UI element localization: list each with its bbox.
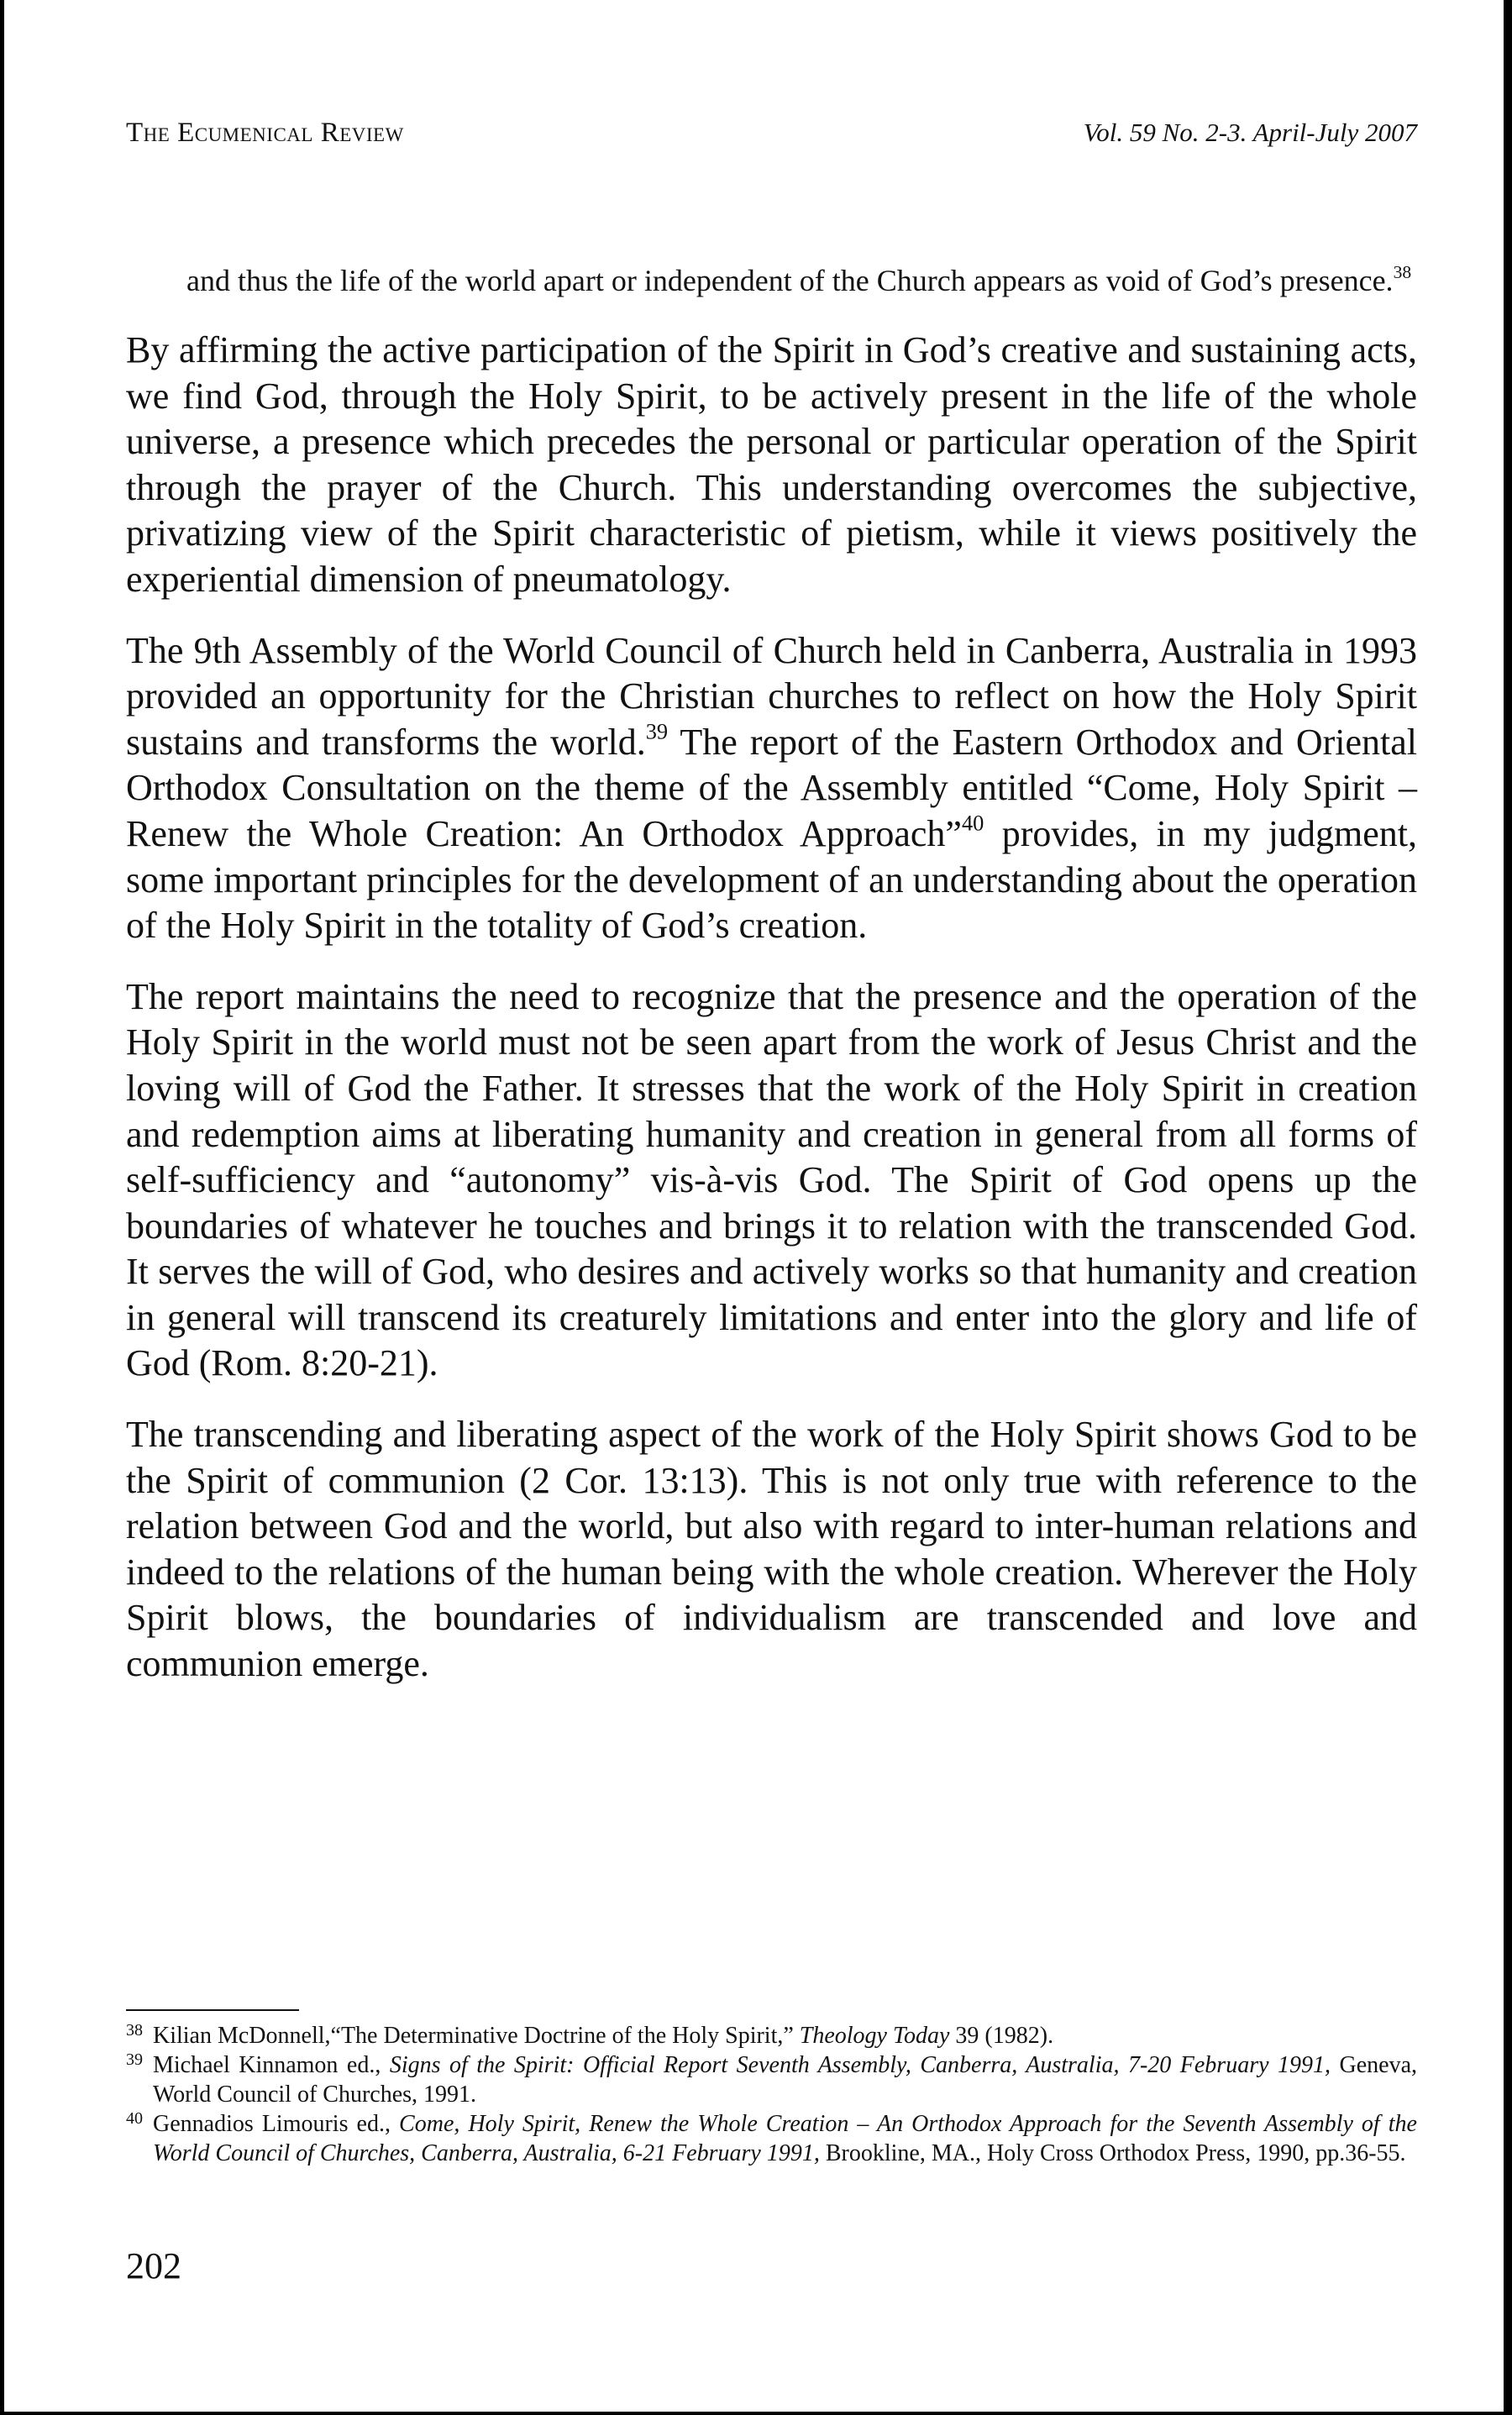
paragraph-text: provides, in my judgment, some important principles for the development of an understanding about the operation of the Holy Spirit in the totality of God’s creation. [126,812,1417,947]
footnote-text: Geneva, World Council of Churches, 1991. [153,2052,1417,2108]
paragraph-text: The report of the Eastern Orthodox and Oriental Orthodox Consultation on the theme of the Assembly entitled “Come, Holy Spirit – Renew the Whole Creation: An Orthodox Approach” [126,721,1417,854]
issue-info: Vol. 59 No. 2-3. April-July 2007 [1083,118,1417,147]
footnote-ref-39[interactable]: 39 [645,718,669,744]
footnote-divider [126,2009,299,2011]
footnote-italic-title: Come, Holy Spirit, Renew the Whole Creation – An Orthodox Approach for the Seventh Assembly of the World Council of Churches, Canberra, Australia, 6-21 February 1991, [153,2111,1417,2166]
footnote-text: Kilian McDonnell,“The Determinative Doctrine of the Holy Spirit,” [153,2023,800,2049]
paragraph-report-maintains [126,974,1417,1387]
paragraph-text: The transcending and liberating aspect of the work of the Holy Spirit shows God to be the Spirit of communion (2 Cor. 13:13). This is not only true with reference to the relation between God and the world, but also with regard to inter-human relations and indeed to the relations of the human being with the whole creation. Wherever the Holy Spirit blows, the boundaries of individualism are transcended and love and communion emerge. [126,1414,1417,1685]
running-head [126,118,1417,151]
article-body [126,259,1417,1688]
scan-border-right [1504,0,1512,2415]
paragraph-text: The report maintains the need to recognize that the presence and the operation of the Holy Spirit in the world must not be seen apart from the work of Jesus Christ and the loving will of God the Father. It stresses that the work of the Holy Spirit in creation and redemption aims at liberating humanity and creation in general from all forms of self-sufficiency and “autonomy” vis-à-vis God. The Spirit of God opens up the boundaries of whatever he touches and brings it to relation with the transcended God. It serves the will of God, who desires and actively works so that humanity and creation in general will transcend its creaturely limitations and enter into the glory and life of God (Rom. 8:20-21). [126,975,1417,1384]
journal-title: The Ecumenical Review [126,118,404,148]
continued-quote [186,259,1417,302]
continued-quote-text: and thus the life of the world apart or independent of the Church appears as void of God’s presence. [186,264,1394,297]
scan-border-left [0,0,4,2415]
footnote-text: 39 (1982). [949,2023,1054,2049]
footnote-39: 39 Michael Kinnamon ed., Signs of the Spirit: Official Report Seventh Assembly, Canberra, Australia, 7-20 February 1991, Geneva, World Council of Churches, 1991. [126,2050,1417,2108]
footnotes [126,2009,1417,2168]
paragraph-spirit-communion [126,1412,1417,1688]
footnote-38: 38 Kilian McDonnell,“The Determinative Doctrine of the Holy Spirit,” Theology Today 39 (1982). [126,2021,1054,2049]
footnote-italic-title: Theology Today [799,2023,950,2049]
footnote-ref-38[interactable]: 38 [1393,261,1412,282]
paragraph-canberra-assembly [126,628,1417,949]
page-number: 202 [126,2245,181,2286]
footnote-text: Gennadios Limouris ed., [153,2111,400,2137]
paragraph-text: By affirming the active participation of the Spirit in God’s creative and sustaining acts, we find God, through the Holy Spirit, to be actively present in the life of the whole universe, a presence which precedes the personal or particular operation of the Spirit through the prayer of the Church. This understanding overcomes the subjective, privatizing view of the Spirit characteristic of pietism, while it views positively the experiential dimension of pneumatology. [126,329,1417,600]
footnote-italic-title: Signs of the Spirit: Official Report Seventh Assembly, Canberra, Australia, 7-20 February 1991, [389,2052,1331,2078]
paragraph-text: The 9th Assembly of the World Council of Church held in Canberra, Australia in 1993 provided an opportunity for the Christian churches to reflect on how the Holy Spirit sustains and transforms the world. [126,629,1417,763]
footnote-40: 40 Gennadios Limouris ed., Come, Holy Spirit, Renew the Whole Creation – An Orthodox Approach for the Seventh Assembly of the World Council of Churches, Canberra, Australia, 6-21 February 1991, Brookline, MA., Holy Cross Orthodox Press, 1990, pp.36-55. [126,2109,1417,2166]
scan-border-bottom [0,2412,1512,2415]
footnote-text: Michael Kinnamon ed., [153,2052,390,2078]
paragraph-spirit-participation [126,328,1417,603]
footnote-ref-40[interactable]: 40 [961,810,984,836]
footnote-text: Brookline, MA., Holy Cross Orthodox Press, 1990, pp.36-55. [819,2140,1406,2166]
